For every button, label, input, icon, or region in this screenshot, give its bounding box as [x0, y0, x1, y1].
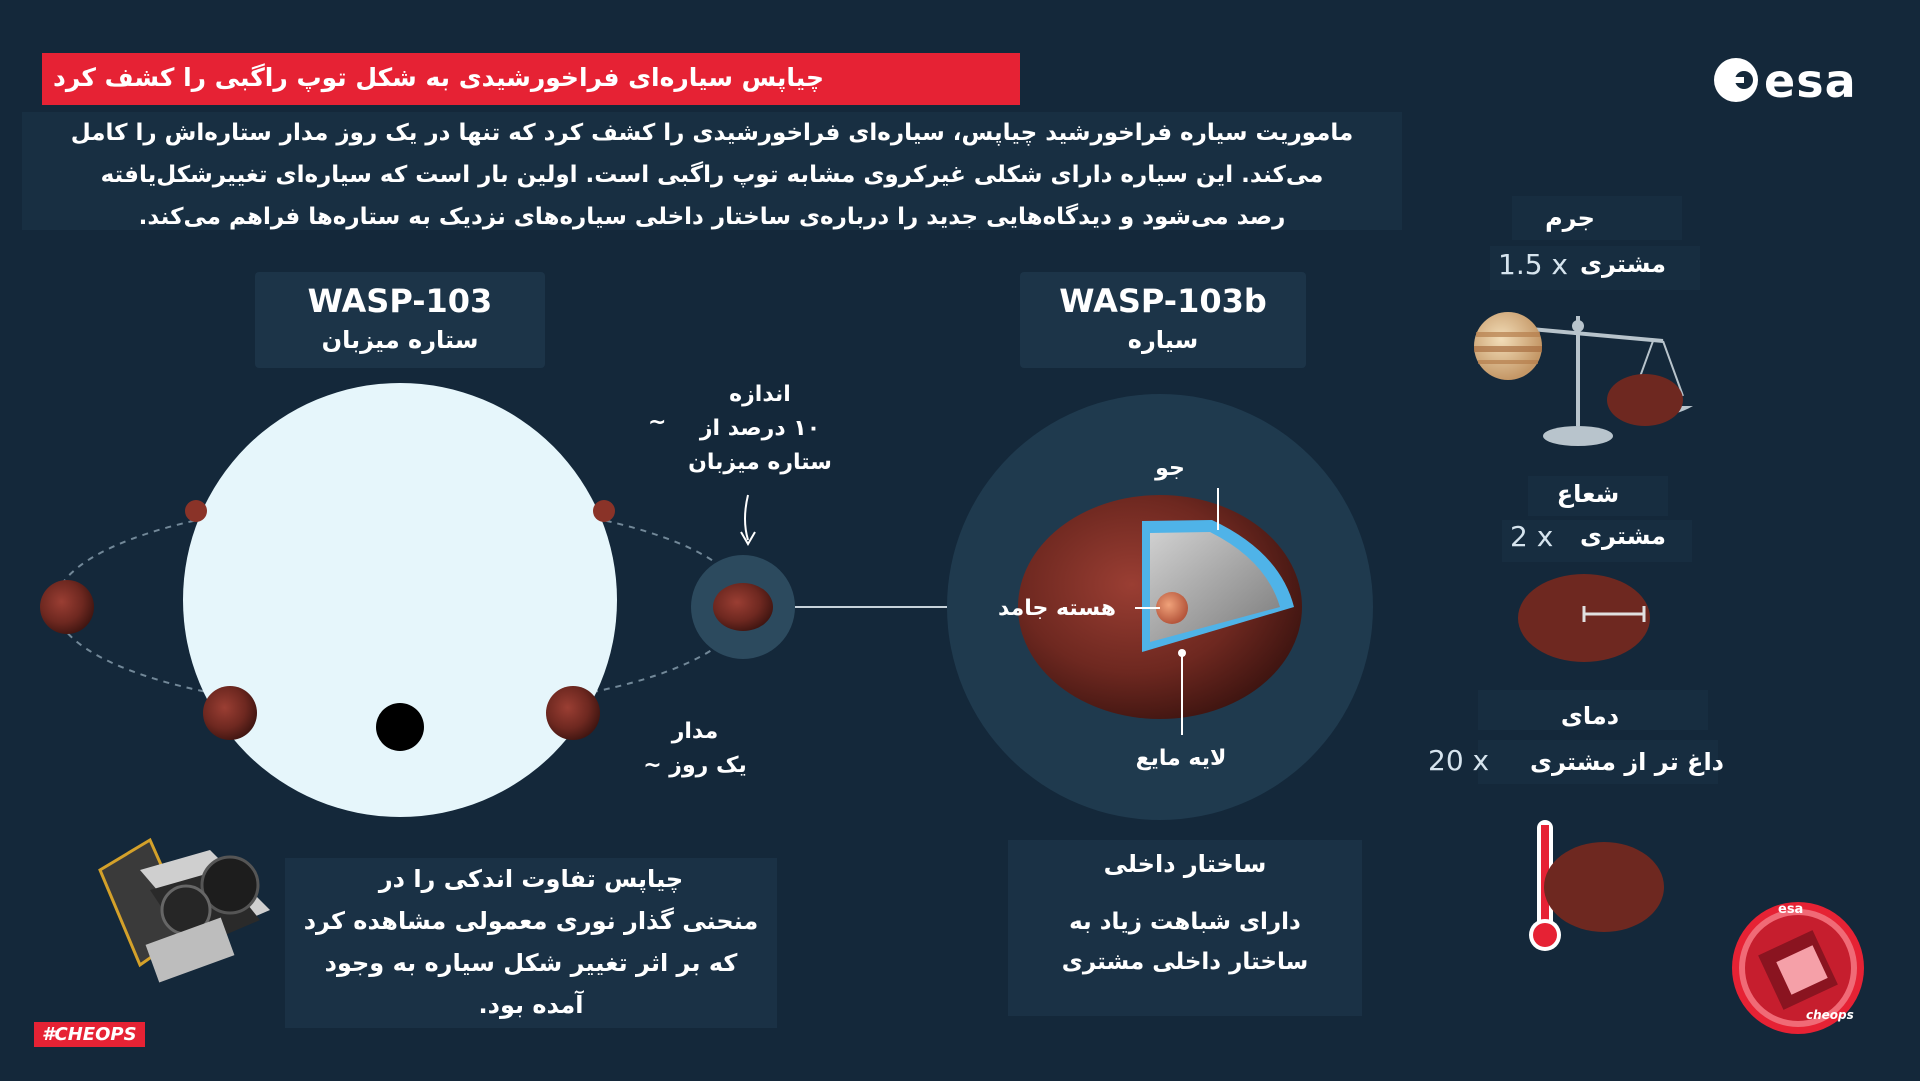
radius-unit: مشتری [1580, 522, 1667, 550]
interior-line-2: ساختار داخلی مشتری [1061, 949, 1309, 975]
size-note [660, 378, 860, 480]
radius-planet-icon [1516, 572, 1652, 664]
solid-core [1156, 592, 1188, 624]
page-title: چیاپس سیاره‌ای فراخورشیدی به شکل توپ راگبی را کشف کرد [53, 63, 824, 92]
observation-box [285, 858, 777, 1028]
liquid-pointer-dot [1178, 649, 1186, 657]
patch-esa-text: esa [1778, 902, 1804, 917]
observation-line-2: منحنی گذار نوری معمولی مشاهده کرد [303, 907, 759, 935]
esa-logo-text: esa [1764, 54, 1857, 108]
orbit-planet-top-right [593, 500, 615, 522]
observation-line-1: چیاپس تفاوت اندکی را در [378, 865, 684, 893]
patch-name-text: cheops [1806, 1008, 1854, 1022]
core-label: هسته جامد [997, 596, 1117, 621]
temp-value: 20 x [1428, 744, 1490, 777]
size-note-line-1: اندازه [729, 382, 791, 407]
intro-line-1: ماموریت سیاره فراخورشید چیاپس، سیاره‌ای فراخورشیدی را کشف کرد که تنها در یک روز مدار ستاره‌اش را کامل [70, 120, 1354, 146]
interior-title: ساختار داخلی [1103, 850, 1267, 878]
observation-line-4: آمده بود. [478, 991, 584, 1019]
mass-value: 1.5 x [1498, 248, 1568, 281]
cheops-hashtag: #CHEOPS [34, 1022, 145, 1047]
planet-label: سیاره [1127, 326, 1199, 354]
intro-line-2: می‌کند. این سیاره دارای شکلی غیرکروی مشابه توپ راگبی است. اولین بار است که سیاره‌ای تغییرشکل‌یافته [100, 162, 1324, 188]
cheops-satellite-icon [90, 830, 280, 1000]
planet-name: WASP-103b [1059, 282, 1267, 320]
host-star [183, 383, 617, 817]
interior-line-1: دارای شباهت زیاد به [1069, 909, 1301, 935]
interior-box [1008, 840, 1362, 1016]
planet-on-scale-icon [1605, 370, 1685, 430]
transiting-planet [376, 703, 424, 751]
orbit-planet-highlighted [713, 583, 773, 631]
temp-title: دمای [1560, 702, 1620, 730]
orbit-planet-top-left [185, 500, 207, 522]
orbit-note-line-2: یک روز ~ [643, 753, 747, 778]
observation-line-3: که بر اثر تغییر شکل سیاره به وجود [324, 949, 738, 977]
jupiter-icon [1472, 310, 1544, 382]
orbit-note [630, 715, 760, 783]
orbit-planet-bottom-right [546, 686, 600, 740]
size-note-line-2: ۱۰ درصد از [699, 416, 821, 441]
mass-title: جرم [1545, 204, 1595, 232]
liquid-label: لایه مایع [1135, 746, 1227, 771]
orbit-planet-left [40, 580, 94, 634]
orbit-note-line-1: مدار [671, 719, 719, 744]
size-arrow [745, 495, 748, 540]
size-note-line-3: ستاره میزبان [688, 450, 832, 475]
mass-unit: مشتری [1580, 250, 1667, 278]
orbit-planet-bottom-left [203, 686, 257, 740]
star-label: ستاره میزبان [321, 326, 479, 354]
star-name: WASP-103 [307, 282, 493, 320]
atmosphere-label: جو [1155, 456, 1185, 481]
radius-title: شعاع [1556, 480, 1620, 508]
radius-value: 2 x [1510, 520, 1554, 553]
size-note-tilde: ~ [648, 410, 667, 435]
hot-planet-icon [1542, 840, 1666, 934]
intro-line-3: رصد می‌شود و دیدگاه‌هایی جدید را درباره‌ی ساختار داخلی سیاره‌های نزدیک به ستاره‌ها فراهم می‌کند. [138, 204, 1286, 230]
temp-unit: داغ تر از مشتری [1530, 748, 1724, 776]
